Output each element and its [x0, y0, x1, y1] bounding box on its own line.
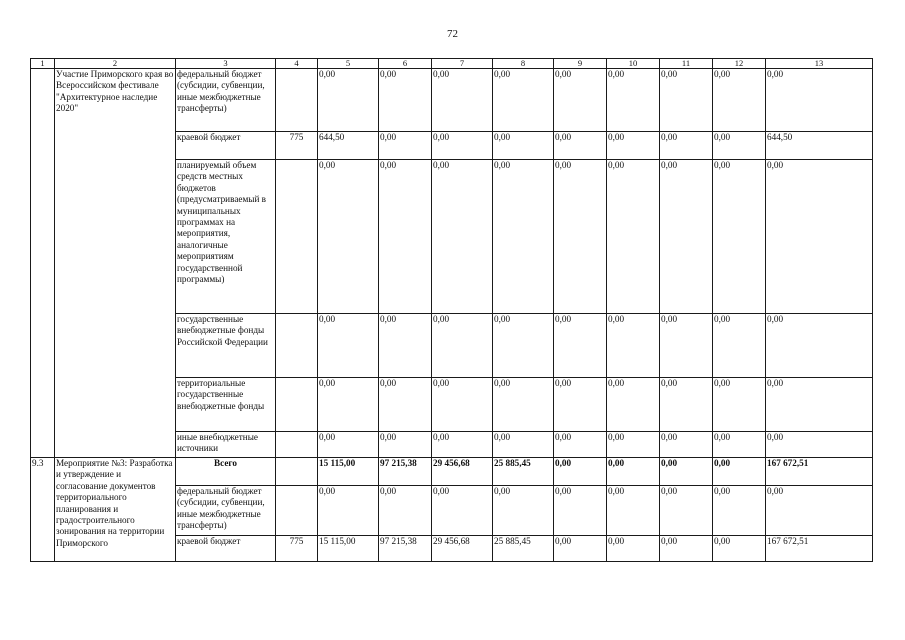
column-number: 10 — [607, 59, 660, 69]
budget-code — [276, 314, 318, 378]
amount-cell: 0,00 — [660, 378, 713, 432]
amount-cell: 0,00 — [379, 160, 432, 314]
amount-cell: 29 456,68 — [432, 536, 493, 562]
amount-cell: 0,00 — [554, 314, 607, 378]
budget-code — [276, 486, 318, 536]
column-number: 12 — [713, 59, 766, 69]
amount-cell: 644,50 — [318, 132, 379, 160]
amount-cell: 167 672,51 — [766, 536, 873, 562]
amount-cell: 0,00 — [493, 132, 554, 160]
amount-cell: 0,00 — [607, 536, 660, 562]
funding-source: государственные внебюджетные фонды Российской Федерации — [176, 314, 276, 378]
activity-title: Участие Приморского края во Всероссийском фестивале "Архитектурное наследие 2020" — [55, 69, 176, 458]
amount-cell: 0,00 — [713, 69, 766, 132]
activity-title: Мероприятие №3: Разработка и утверждение и согласование документов территориального планирования и градостроительного зонирования на территории Приморского — [55, 458, 176, 562]
column-number: 13 — [766, 59, 873, 69]
amount-cell: 0,00 — [660, 486, 713, 536]
amount-cell: 0,00 — [713, 432, 766, 458]
amount-cell: 0,00 — [493, 314, 554, 378]
amount-cell: 0,00 — [607, 432, 660, 458]
amount-cell: 0,00 — [432, 69, 493, 132]
amount-cell: 0,00 — [379, 486, 432, 536]
page-number: 72 — [447, 28, 458, 40]
table-row — [31, 458, 873, 486]
amount-cell: 0,00 — [660, 536, 713, 562]
funding-source: Всего — [176, 458, 276, 486]
amount-cell: 0,00 — [766, 432, 873, 458]
amount-cell: 0,00 — [713, 536, 766, 562]
amount-cell: 0,00 — [493, 378, 554, 432]
budget-code — [276, 160, 318, 314]
funding-source: иные внебюджетные источники — [176, 432, 276, 458]
budget-code — [276, 432, 318, 458]
amount-cell: 0,00 — [554, 69, 607, 132]
amount-cell: 0,00 — [660, 132, 713, 160]
amount-cell: 0,00 — [379, 432, 432, 458]
column-number: 8 — [493, 59, 554, 69]
column-number: 2 — [55, 59, 176, 69]
amount-cell: 0,00 — [660, 69, 713, 132]
amount-cell: 0,00 — [660, 432, 713, 458]
amount-cell: 0,00 — [318, 432, 379, 458]
column-number: 4 — [276, 59, 318, 69]
amount-cell: 0,00 — [432, 160, 493, 314]
amount-cell: 0,00 — [318, 314, 379, 378]
amount-cell: 15 115,00 — [318, 536, 379, 562]
amount-cell: 0,00 — [713, 378, 766, 432]
amount-cell: 0,00 — [318, 486, 379, 536]
amount-cell: 0,00 — [318, 69, 379, 132]
budget-code — [276, 69, 318, 132]
column-number: 5 — [318, 59, 379, 69]
amount-cell: 0,00 — [607, 378, 660, 432]
amount-cell: 0,00 — [713, 458, 766, 486]
amount-cell: 0,00 — [607, 132, 660, 160]
funding-source: краевой бюджет — [176, 536, 276, 562]
budget-code: 775 — [276, 536, 318, 562]
amount-cell: 0,00 — [766, 378, 873, 432]
amount-cell: 0,00 — [318, 160, 379, 314]
amount-cell: 0,00 — [379, 314, 432, 378]
amount-cell: 25 885,45 — [493, 536, 554, 562]
column-number: 9 — [554, 59, 607, 69]
amount-cell: 0,00 — [766, 69, 873, 132]
item-number — [31, 69, 55, 458]
column-number: 6 — [379, 59, 432, 69]
amount-cell: 0,00 — [766, 160, 873, 314]
amount-cell: 0,00 — [660, 314, 713, 378]
amount-cell: 0,00 — [493, 432, 554, 458]
amount-cell: 97 215,38 — [379, 458, 432, 486]
column-number: 11 — [660, 59, 713, 69]
amount-cell: 0,00 — [379, 378, 432, 432]
amount-cell: 0,00 — [607, 458, 660, 486]
amount-cell: 15 115,00 — [318, 458, 379, 486]
funding-source: планируемый объем средств местных бюджетов (предусматриваемый в муниципальных программах на мероприятия, аналогичные мероприятиям государственной программы) — [176, 160, 276, 314]
amount-cell: 0,00 — [660, 160, 713, 314]
amount-cell: 0,00 — [493, 160, 554, 314]
amount-cell: 0,00 — [607, 486, 660, 536]
budget-code — [276, 378, 318, 432]
amount-cell: 0,00 — [432, 432, 493, 458]
amount-cell: 97 215,38 — [379, 536, 432, 562]
column-number-row — [31, 59, 873, 69]
amount-cell: 0,00 — [432, 132, 493, 160]
amount-cell: 0,00 — [493, 69, 554, 132]
amount-cell: 0,00 — [379, 69, 432, 132]
amount-cell: 0,00 — [713, 314, 766, 378]
amount-cell: 0,00 — [554, 132, 607, 160]
amount-cell: 0,00 — [432, 314, 493, 378]
amount-cell: 0,00 — [554, 160, 607, 314]
amount-cell: 0,00 — [607, 314, 660, 378]
amount-cell: 0,00 — [318, 378, 379, 432]
amount-cell: 0,00 — [607, 160, 660, 314]
budget-table — [30, 58, 873, 562]
table-row — [31, 69, 873, 132]
column-number: 3 — [176, 59, 276, 69]
amount-cell: 0,00 — [766, 314, 873, 378]
amount-cell: 0,00 — [432, 378, 493, 432]
column-number: 7 — [432, 59, 493, 69]
amount-cell: 0,00 — [554, 432, 607, 458]
amount-cell: 167 672,51 — [766, 458, 873, 486]
amount-cell: 0,00 — [379, 132, 432, 160]
amount-cell: 0,00 — [660, 458, 713, 486]
amount-cell: 29 456,68 — [432, 458, 493, 486]
column-number: 1 — [31, 59, 55, 69]
amount-cell: 25 885,45 — [493, 458, 554, 486]
funding-source: федеральный бюджет (субсидии, субвенции, иные межбюджетные трансферты) — [176, 486, 276, 536]
amount-cell: 0,00 — [554, 486, 607, 536]
amount-cell: 0,00 — [713, 486, 766, 536]
amount-cell: 0,00 — [493, 486, 554, 536]
amount-cell: 0,00 — [766, 486, 873, 536]
funding-source: краевой бюджет — [176, 132, 276, 160]
amount-cell: 0,00 — [432, 486, 493, 536]
amount-cell: 0,00 — [713, 160, 766, 314]
amount-cell: 644,50 — [766, 132, 873, 160]
amount-cell: 0,00 — [554, 458, 607, 486]
item-number: 9.3 — [31, 458, 55, 562]
amount-cell: 0,00 — [713, 132, 766, 160]
budget-code — [276, 458, 318, 486]
funding-source: федеральный бюджет (субсидии, субвенции, иные межбюджетные трансферты) — [176, 69, 276, 132]
budget-code: 775 — [276, 132, 318, 160]
amount-cell: 0,00 — [607, 69, 660, 132]
amount-cell: 0,00 — [554, 378, 607, 432]
funding-source: территориальные государственные внебюджетные фонды — [176, 378, 276, 432]
amount-cell: 0,00 — [554, 536, 607, 562]
